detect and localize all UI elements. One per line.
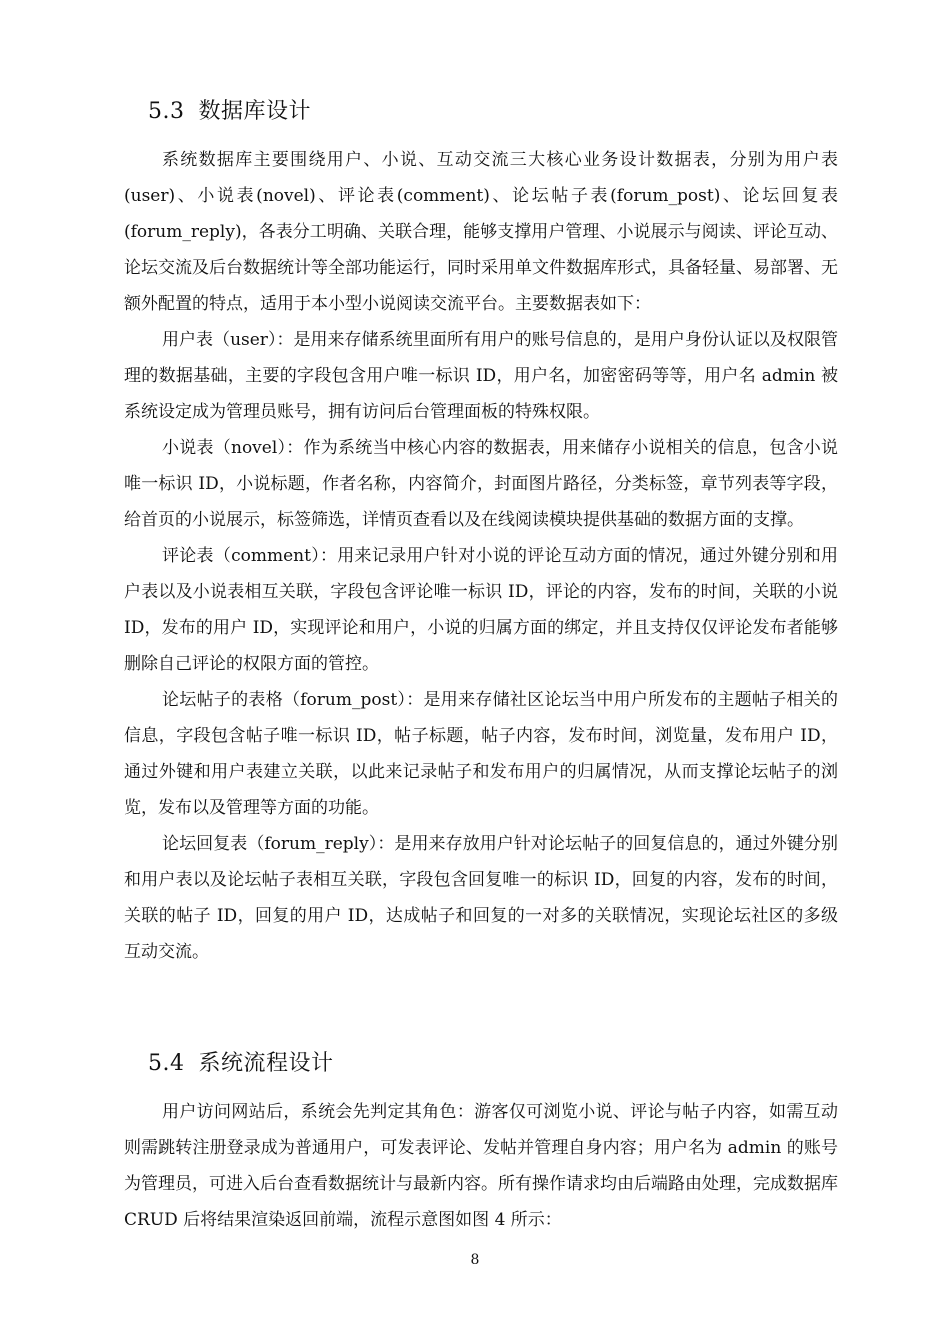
section-title: 数据库设计 (198, 99, 312, 124)
paragraph-intro: 系统数据库主要围绕用户、小说、互动交流三大核心业务设计数据表，分别为用户表(user)、小说表(novel)、评论表(comment)、论坛帖子表(forum_post)、论坛回复表(forum_reply)，各表分工明确、关联合理，能够支撑用户管理、小说展示与阅读、评论互动、论坛交流及后台数据统计等全部功能运行，同时采用单文件数据库形式，具备轻量、易部署、无额外配置的特点，适用于本小型小说阅读交流平台。主要数据表如下： (124, 150, 838, 314)
section-heading-5-3 (148, 97, 311, 127)
section-body-5-4 (124, 1094, 838, 1238)
section-heading-5-4 (148, 1049, 334, 1079)
section-number: 5.3 (148, 99, 185, 124)
section-body-5-3 (124, 142, 838, 970)
paragraph-flow: 用户访问网站后，系统会先判定其角色：游客仅可浏览小说、评论与帖子内容，如需互动则需跳转注册登录成为普通用户，可发表评论、发帖并管理自身内容；用户名为 admin 的账号为管理员，可进入后台查看数据统计与最新内容。所有操作请求均由后端路由处理，完成数据库 CRUD 后将结果渲染返回前端，流程示意图如图 4 所示： (124, 1102, 838, 1230)
paragraph-novel-table: 小说表（novel）：作为系统当中核心内容的数据表，用来储存小说相关的信息，包含小说唯一标识 ID，小说标题，作者名称，内容简介，封面图片路径，分类标签，章节列表等字段，给首页的小说展示，标签筛选，详情页查看以及在线阅读模块提供基础的数据方面的支撑。 (124, 438, 838, 530)
section-number: 5.4 (148, 1051, 185, 1076)
paragraph-comment-table: 评论表（comment）：用来记录用户针对小说的评论互动方面的情况，通过外键分别和用户表以及小说表相互关联，字段包含评论唯一标识 ID，评论的内容，发布的时间，关联的小说 ID，发布的用户 ID，实现评论和用户，小说的归属方面的绑定，并且支持仅仅评论发布者能够删除自己评论的权限方面的管控。 (124, 546, 838, 674)
page-number: 8 (470, 1252, 480, 1268)
section-title: 系统流程设计 (198, 1051, 334, 1076)
paragraph-forum-reply-table: 论坛回复表（forum_reply）：是用来存放用户针对论坛帖子的回复信息的，通过外键分别和用户表以及论坛帖子表相互关联，字段包含回复唯一的标识 ID，回复的内容，发布的时间，关联的帖子 ID，回复的用户 ID，达成帖子和回复的一对多的关联情况，实现论坛社区的多级互动交流。 (124, 834, 838, 962)
paragraph-user-table: 用户表（user）：是用来存储系统里面所有用户的账号信息的，是用户身份认证以及权限管理的数据基础，主要的字段包含用户唯一标识 ID，用户名，加密密码等等，用户名 admin 被系统设定成为管理员账号，拥有访问后台管理面板的特殊权限。 (124, 330, 838, 422)
paragraph-forum-post-table: 论坛帖子的表格（forum_post）：是用来存储社区论坛当中用户所发布的主题帖子相关的信息，字段包含帖子唯一标识 ID，帖子标题，帖子内容，发布时间，浏览量，发布用户 ID，通过外键和用户表建立关联，以此来记录帖子和发布用户的归属情况，从而支撑论坛帖子的浏览，发布以及管理等方面的功能。 (124, 690, 838, 818)
